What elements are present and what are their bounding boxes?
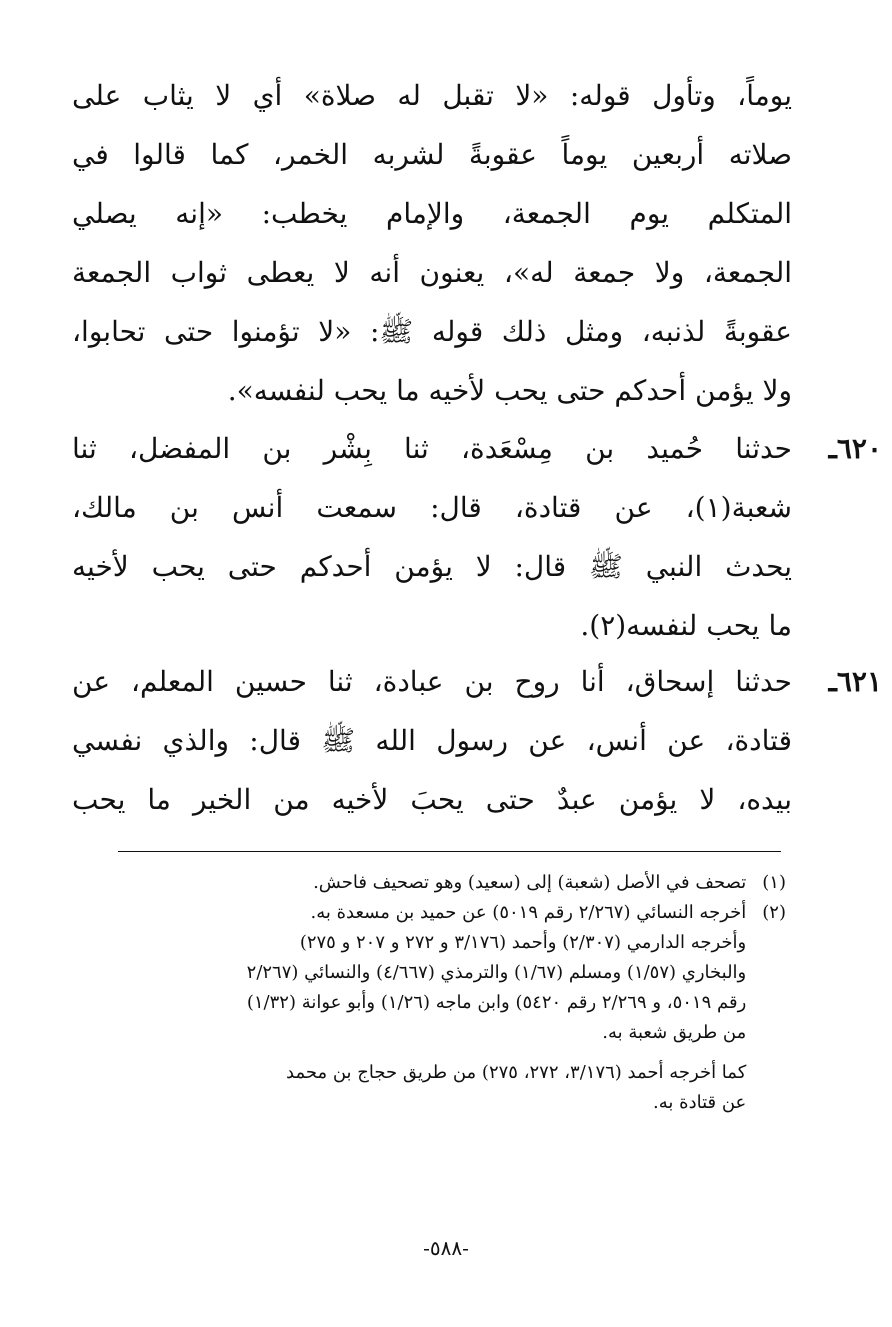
text-line: شعبة(١)، عن قتادة، قال: سمعت أنس بن مالك، — [72, 491, 792, 524]
text-line: الجمعة، ولا جمعة له»، يعنون أنه لا يعطى ثواب الجمعة — [72, 256, 792, 289]
footnote-text: رقم ٥٠١٩، و ٢/٢٦٩ رقم ٥٤٢٠) وابن ماجه (١/٢٦) وأبو عوانة (١/٣٢) — [246, 992, 747, 1013]
hadith-number: ٦٢٠ـ — [828, 432, 882, 465]
text-line: حدثنا إسحاق، أنا روح بن عبادة، ثنا حسين المعلم، عن — [72, 665, 792, 698]
footnote-line — [100, 1018, 786, 1048]
footnote-line — [100, 958, 786, 988]
footnote-line — [100, 988, 786, 1018]
footnote-line — [100, 1088, 786, 1118]
footnote-marker: (٢) — [762, 902, 786, 923]
footnote-text: أخرجه النسائي (٢/٢٦٧ رقم ٥٠١٩) عن حميد بن مسعدة به. — [310, 902, 747, 923]
footnote-text: وأخرجه الدارمي (٢/٣٠٧) وأحمد (٣/١٧٦ و ٢٧٢ و ٢٠٧ و ٢٧٥) — [299, 932, 747, 953]
footnote-text: من طريق شعبة به. — [602, 1022, 747, 1043]
text-line: يحدث النبي ﷺ قال: لا يؤمن أحدكم حتى يحب لأخيه — [72, 550, 792, 583]
text-line: ما يحب لنفسه(٢). — [580, 609, 792, 642]
footnote-2 — [100, 898, 786, 928]
text-line: عقوبةً لذنبه، ومثل ذلك قوله ﷺ: «لا تؤمنوا حتى تحابوا، — [72, 315, 792, 348]
footnote-text: تصحف في الأصل (شعبة) إلى (سعيد) وهو تصحيف فاحش. — [313, 872, 747, 893]
continuation-paragraph — [72, 66, 792, 420]
hadith-entry-620 — [72, 419, 882, 655]
footnotes — [100, 868, 786, 1118]
hadith-entry-621 — [72, 652, 882, 829]
footnote-separator — [118, 851, 781, 852]
text-line: صلاته أربعين يوماً عقوبةً لشربه الخمر، كما قالوا في — [72, 138, 792, 171]
text-line: يوماً، وتأول قوله: «لا تقبل له صلاة» أي لا يثاب على — [72, 79, 792, 112]
hadith-number: ٦٢١ـ — [828, 665, 882, 698]
text-line: قتادة، عن أنس، عن رسول الله ﷺ قال: والذي نفسي — [72, 724, 792, 757]
text-line: حدثنا حُميد بن مِسْعَدة، ثنا بِشْر بن المفضل، ثنا — [72, 432, 792, 465]
text-line: المتكلم يوم الجمعة، والإمام يخطب: «إنه يصلي — [72, 197, 792, 230]
footnote-2-continued — [100, 928, 786, 958]
footnote-text: عن قتادة به. — [653, 1092, 747, 1113]
footnote-marker: (١) — [762, 872, 786, 893]
footnote-text: كما أخرجه أحمد (٣/١٧٦، ٢٧٢، ٢٧٥) من طريق حجاج بن محمد — [286, 1062, 747, 1083]
footnote-text: والبخاري (١/٥٧) ومسلم (١/٦٧) والترمذي (٤/٦٦٧) والنسائي (٢/٢٦٧ — [246, 962, 747, 983]
footnote-1 — [100, 868, 786, 898]
text-line: ولا يؤمن أحدكم حتى يحب لأخيه ما يحب لنفسه». — [227, 374, 792, 407]
text-line: بيده، لا يؤمن عبدٌ حتى يحبَ لأخيه من الخير ما يحب — [72, 783, 792, 816]
page-number: -٥٨٨- — [423, 1236, 469, 1260]
footnote-2-also — [100, 1058, 786, 1088]
